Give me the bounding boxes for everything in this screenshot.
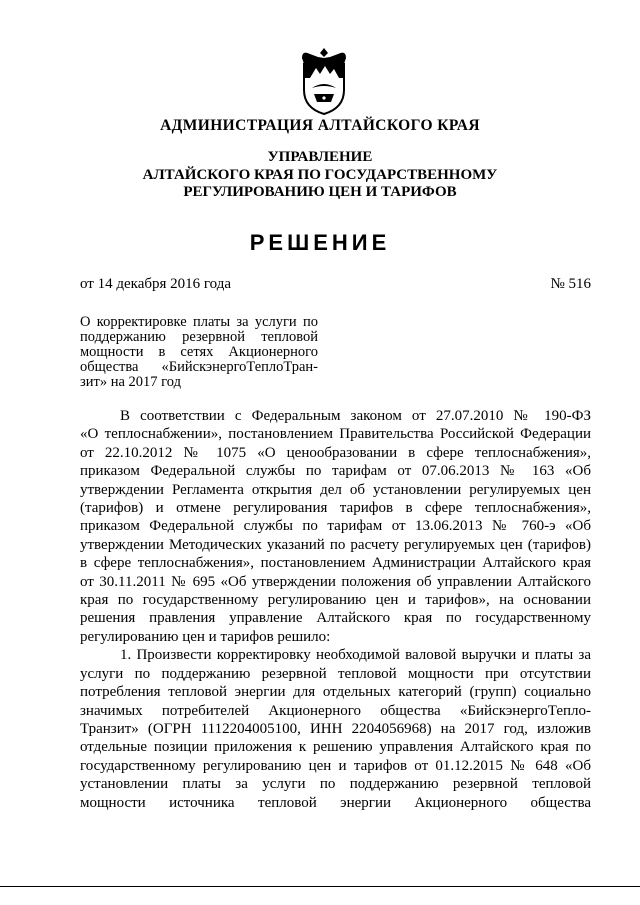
subject-line: зит» на 2017 год [80, 374, 181, 390]
body-line: утверждении Регламента открытия дел об установлении регулируемых цен [80, 481, 591, 498]
coat-of-arms-emblem [294, 46, 354, 116]
subject-line: общества «БийскэнергоТеплоТран- [80, 359, 318, 375]
body-line: услуги по поддержанию резервной тепловой мощности при отсутствии [80, 665, 591, 682]
department-title-line: РЕГУЛИРОВАНИЮ ЦЕН И ТАРИФОВ [183, 184, 457, 200]
body-line: В соответствии с Федеральным законом от 27.07.2010 № 190-ФЗ [120, 408, 591, 424]
department-title-line: УПРАВЛЕНИЕ [267, 149, 373, 165]
department-title-line: АЛТАЙСКОГО КРАЯ ПО ГОСУДАРСТВЕННОМУ [142, 166, 498, 183]
body-line: приказом Федеральной службы по тарифам от 07.06.2013 № 163 «Об [80, 463, 591, 480]
body-line: в сфере теплоснабжения», постановлением Администрации Алтайского края [80, 555, 591, 572]
body-line: государственному регулированию цен и тарифов от 01.12.2015 № 648 «Об [80, 757, 591, 774]
body-line: (тарифов) и отмене регулирования тарифов в сфере теплоснабжения», [80, 500, 591, 517]
body-line: установлении платы за услуги по поддержанию резервной тепловой [80, 776, 591, 793]
body-line: мощности источника тепловой энергии Акционерного общества [80, 794, 591, 811]
document-number: № 516 [550, 276, 591, 292]
document-body [80, 407, 591, 812]
department-title [0, 149, 640, 202]
body-line: от 22.10.2012 № 1075 «О ценообразовании в сфере теплоснабжения», [80, 444, 591, 461]
administration-title: АДМИНИСТРАЦИЯ АЛТАЙСКОГО КРАЯ [160, 117, 480, 134]
body-line: значимых потребителей Акционерного общества «БийскэнергоТепло- [80, 702, 591, 719]
body-line: 1. Произвести корректировку необходимой валовой выручки и платы за [120, 647, 591, 664]
body-line: от 30.11.2011 № 695 «Об утверждении положения об управлении Алтайского [80, 573, 591, 590]
body-line: Транзит» (ОГРН 1112204005100, ИНН 2204056968) на 2017 год, изложив [80, 720, 591, 737]
subject-line: поддержанию резервной тепловой [80, 329, 318, 345]
body-line: решения правления управление Алтайского края по государственному [80, 610, 591, 627]
document-date: от 14 декабря 2016 года [80, 276, 232, 292]
body-line: отдельные позиции приложения к решению управления Алтайского края по [80, 739, 591, 756]
document-type-heading: РЕШЕНИЕ [249, 230, 391, 255]
subject-line: О корректировке платы за услуги по [80, 314, 318, 330]
body-line: потребления тепловой энергии для отдельных категорий (групп) социально [80, 684, 591, 701]
body-line: края по государственному регулированию цен и тарифов», на основании [80, 592, 591, 609]
body-line: регулированию цен и тарифов решило: [80, 628, 331, 645]
body-line: утверждении Методических указаний по расчету регулируемых цен (тарифов) [80, 536, 591, 553]
subject-line: мощности в сетях Акционерного [80, 344, 318, 360]
document-subject [80, 315, 318, 390]
body-line: «О теплоснабжении», постановлением Правительства Российской Федерации [80, 426, 591, 443]
page-bottom-rule [0, 886, 640, 887]
body-line: приказом Федеральной службы по тарифам от 13.06.2013 № 760-э «Об [80, 518, 591, 535]
